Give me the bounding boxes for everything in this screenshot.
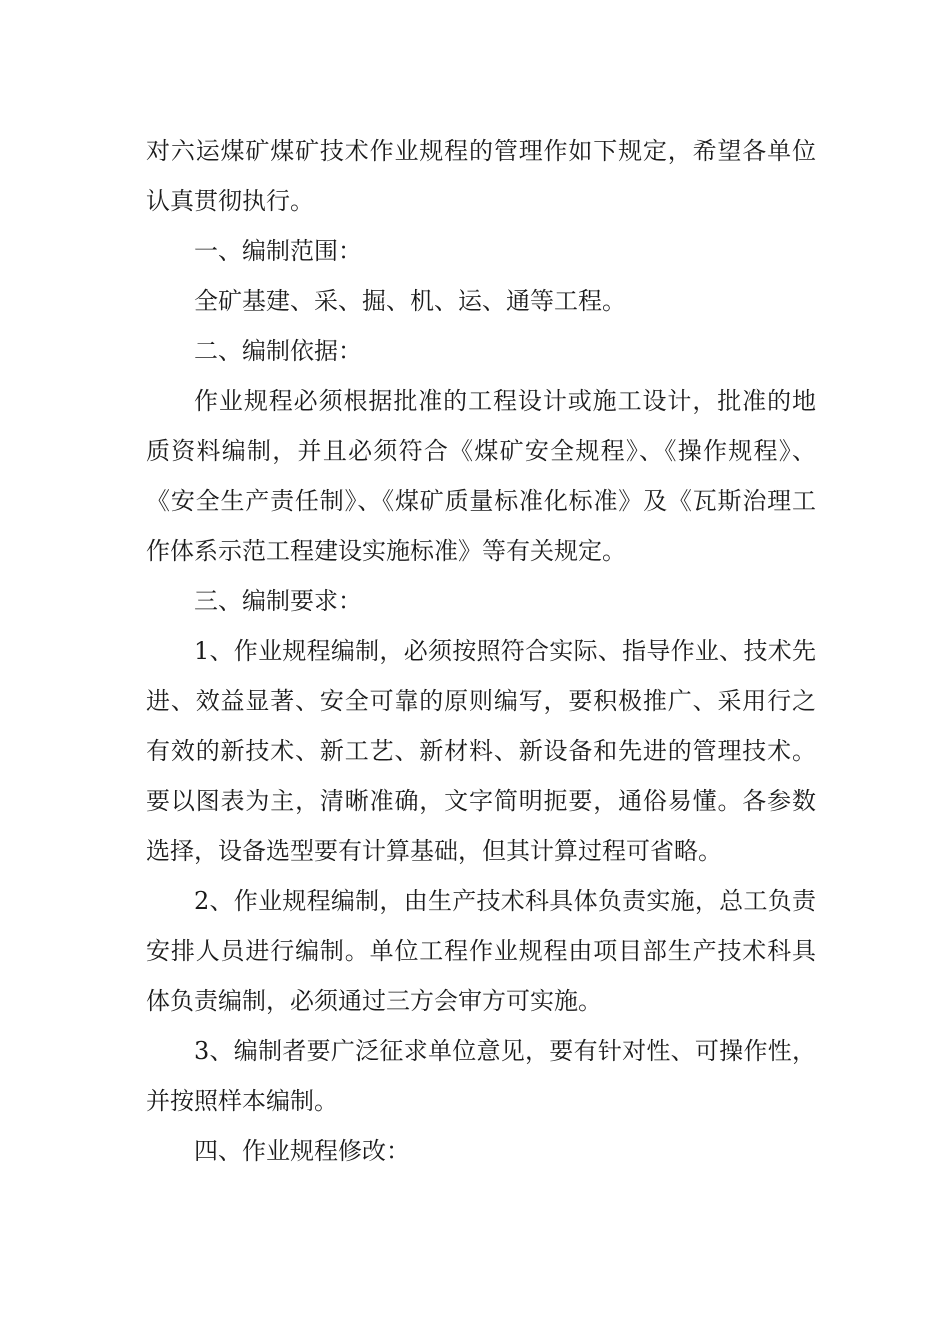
paragraph-intro: 对六运煤矿煤矿技术作业规程的管理作如下规定，希望各单位认真贯彻执行。 xyxy=(146,137,816,215)
heading-basis: 二、编制依据： xyxy=(194,337,362,365)
heading-revision: 四、作业规程修改： xyxy=(194,1137,410,1165)
paragraph-requirement-2: 2、作业规程编制，由生产技术科具体负责实施，总工负责安排人员进行编制。单位工程作业规程由项目部生产技术科具体负责编制，必须通过三方会审方可实施。 xyxy=(146,887,816,1015)
document-body xyxy=(146,126,816,1176)
heading-scope: 一、编制范围： xyxy=(194,237,362,265)
paragraph-scope: 全矿基建、采、掘、机、运、通等工程。 xyxy=(194,287,626,315)
paragraph-basis: 作业规程必须根据批准的工程设计或施工设计，批准的地质资料编制，并且必须符合《煤矿安全规程》、《操作规程》、《安全生产责任制》、《煤矿质量标准化标准》及《瓦斯治理工作体系示范工程建设实施标准》等有关规定。 xyxy=(146,387,816,565)
paragraph-requirement-3: 3、编制者要广泛征求单位意见，要有针对性、可操作性，并按照样本编制。 xyxy=(146,1037,816,1115)
paragraph-requirement-1: 1、作业规程编制，必须按照符合实际、指导作业、技术先进、效益显著、安全可靠的原则编写，要积极推广、采用行之有效的新技术、新工艺、新材料、新设备和先进的管理技术。要以图表为主，清晰准确，文字简明扼要，通俗易懂。各参数选择，设备选型要有计算基础，但其计算过程可省略。 xyxy=(146,637,816,865)
heading-requirements: 三、编制要求： xyxy=(194,587,362,615)
